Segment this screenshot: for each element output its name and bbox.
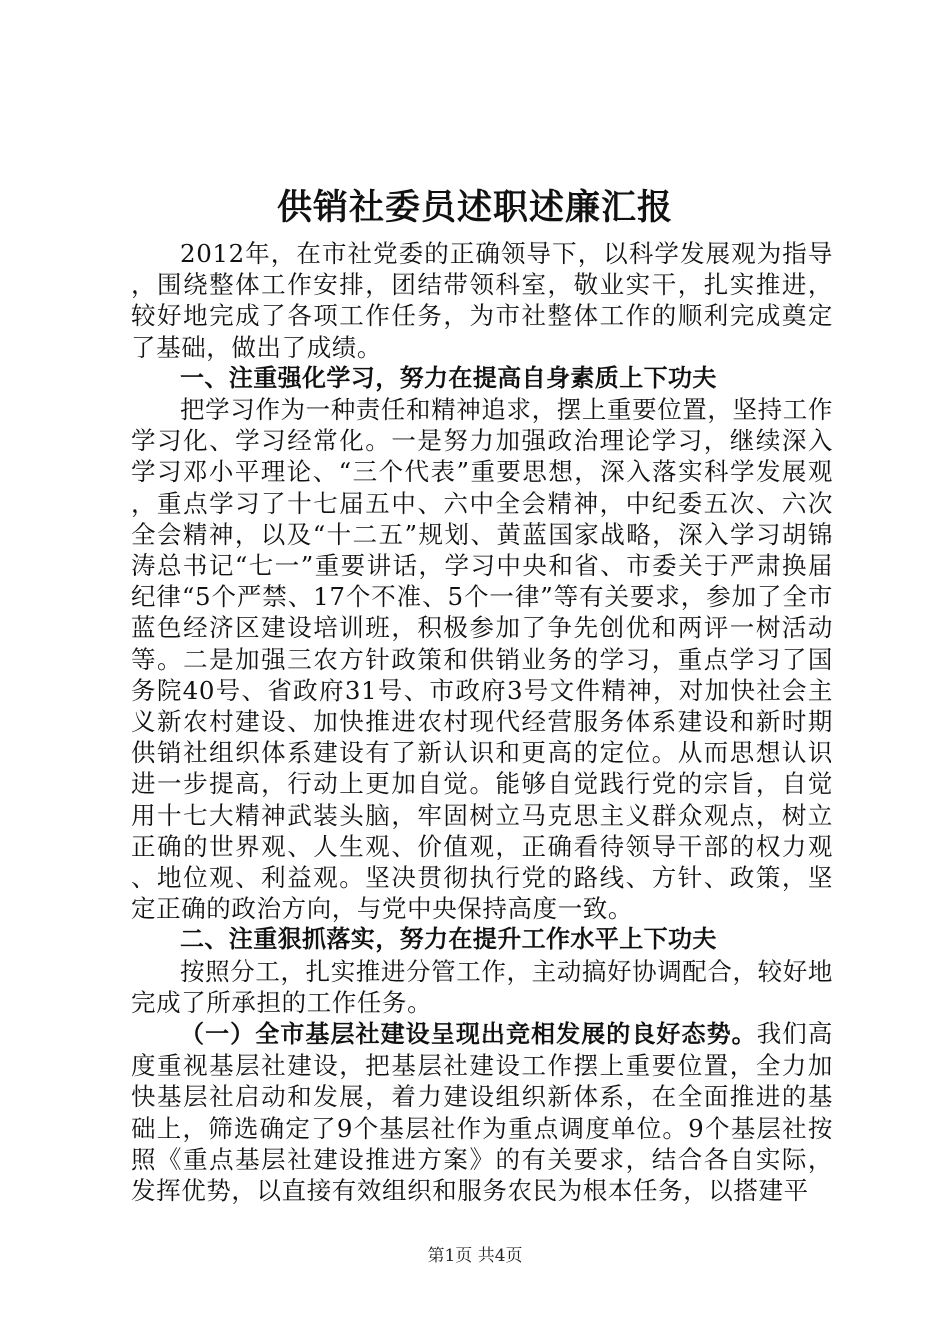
page-number-footer: 第1页 共4页 [427,1246,523,1266]
document-title: 供销社委员述职述廉汇报 [276,188,673,228]
section-1-paragraph: 把学习作为一种责任和精神追求，摆上重要位置，坚持工作学习化、学习经常化。一是努力加强政治理论学习，继续深入学习邓小平理论、“三个代表”重要思想，深入落实科学发展观，重点学习了十七届五中、六中全会精神，中纪委五次、六次全会精神，以及“十二五”规划、黄蓝国家战略，深入学习胡锦涛总书记“七一”重要讲话，学习中央和省、市委关于严肃换届纪律“5个严禁、17个不准、5个一律”等有关要求，参加了全市蓝色经济区建设培训班，积极参加了争先创优和两评一树活动等。二是加强三农方针政策和供销业务的学习，重点学习了国务院40号、省政府31号、市政府3号文件精神，对加快社会主义新农村建设、加快推进农村现代经营服务体系建设和新时期供销社组织体系建设有了新认识和更高的定位。从而思想认识进一步提高，行动上更加自觉。能够自觉践行党的宗旨，自觉用十七大精神武装头脑，牢固树立马克思主义群众观点，树立正确的世界观、人生观、价值观，正确看待领导干部的权力观、地位观、利益观。坚决贯彻执行党的路线、方针、政策，坚定正确的政治方向，与党中央保持高度一致。 [131,395,833,924]
section-2-heading: 二、注重狠抓落实，努力在提升工作水平上下功夫 [180,925,717,954]
subsection-1-heading: （一）全市基层社建设呈现出竞相发展的良好态势。 [180,1020,757,1049]
section-2-paragraph: 按照分工，扎实推进分管工作，主动搞好协调配合，较好地完成了所承担的工作任务。 [131,956,833,1017]
document-body [131,238,833,1206]
subsection-1-text: 我们高度重视基层社建设，把基层社建设工作摆上重要位置，全力加快基层社启动和发展，着力建设组织新体系，在全面推进的基础上，筛选确定了9个基层社作为重点调度单位。9个基层社按照《重点基层社建设推进方案》的有关要求，结合各自实际，发挥优势，以直接有效组织和服务农民为根本任务，以搭建平 [131,1019,833,1206]
intro-paragraph: 2012年，在市社党委的正确领导下，以科学发展观为指导，围绕整体工作安排，团结带领科室，敬业实干，扎实推进，较好地完成了各项工作任务，为市社整体工作的顺利完成奠定了基础，做出了成绩。 [131,239,833,362]
subsection-1-paragraph [131,1018,833,1206]
section-1-heading: 一、注重强化学习，努力在提高自身素质上下功夫 [180,363,717,392]
